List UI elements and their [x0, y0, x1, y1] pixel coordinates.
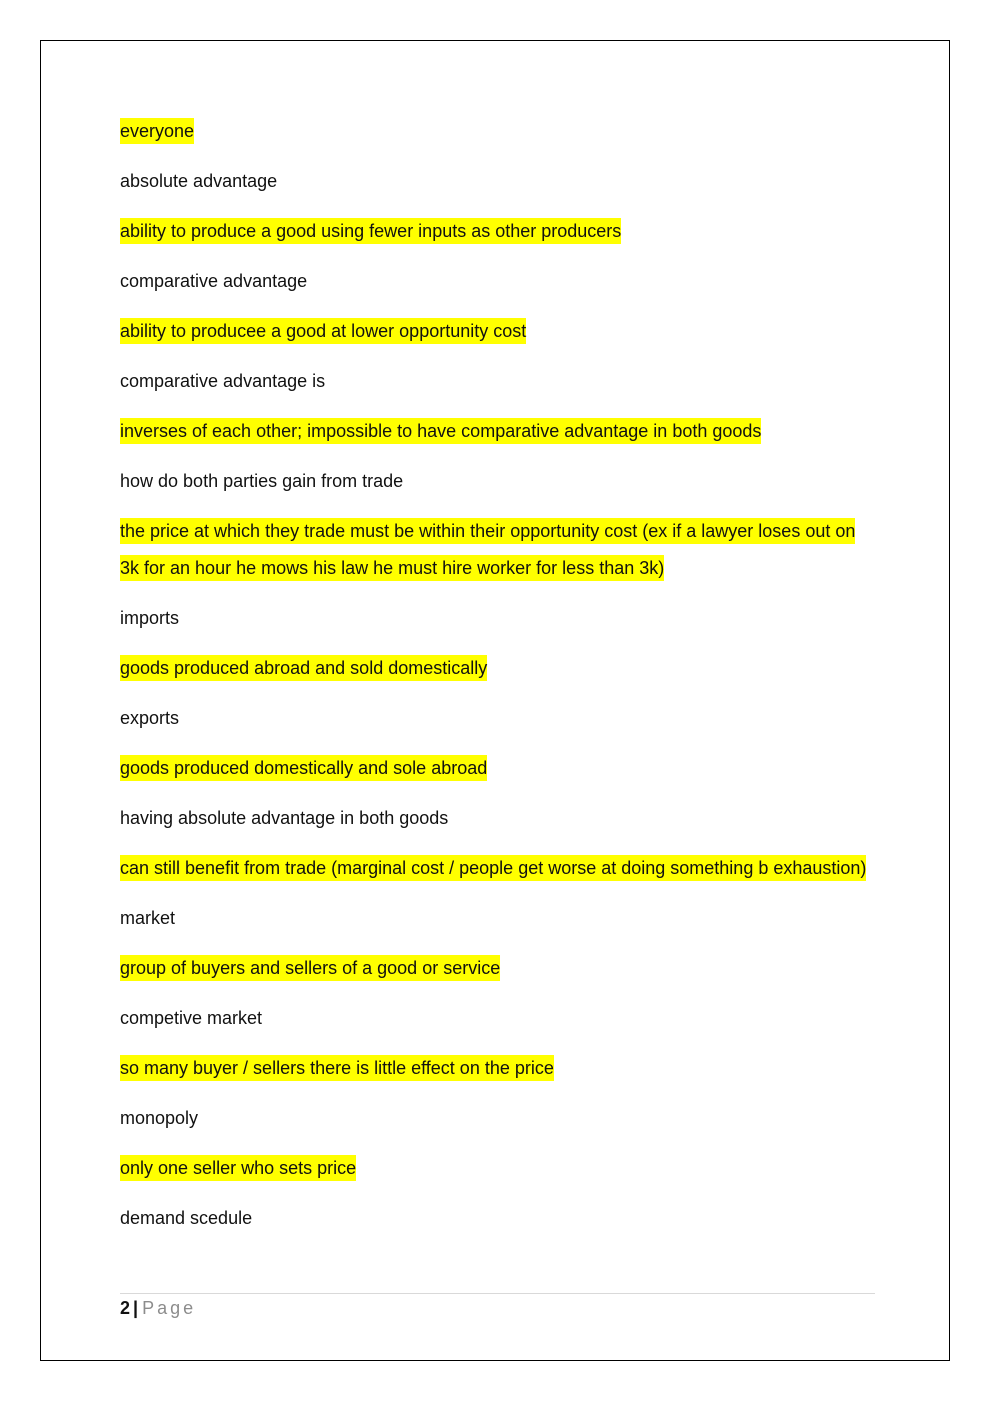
- page-footer: [120, 1296, 196, 1320]
- document-body: [120, 118, 875, 1255]
- highlighted-text: everyone: [120, 118, 194, 144]
- answer-line: [120, 950, 875, 987]
- answer-line: [120, 413, 875, 450]
- highlighted-text: group of buyers and sellers of a good or service: [120, 955, 500, 981]
- highlighted-text: can still benefit from trade (marginal cost / people get worse at doing something b exhaustion): [120, 855, 866, 881]
- term-line: market: [120, 908, 176, 928]
- highlighted-text: goods produced domestically and sole abroad: [120, 755, 487, 781]
- answer-line: [120, 1150, 875, 1187]
- answer-line: [120, 750, 875, 787]
- highlighted-text: only one seller who sets price: [120, 1155, 356, 1181]
- answer-line: [120, 1050, 875, 1087]
- answer-line: [120, 650, 875, 687]
- highlighted-text: ability to producee a good at lower opportunity cost: [120, 318, 526, 344]
- answer-line: [120, 213, 875, 250]
- term-line: absolute advantage: [120, 171, 278, 191]
- highlighted-text: inverses of each other; impossible to have comparative advantage in both goods: [120, 418, 761, 444]
- answer-line: [120, 850, 875, 887]
- term-line: imports: [120, 608, 180, 628]
- answer-line: [120, 513, 875, 587]
- answer-line: [120, 313, 875, 350]
- term-line: exports: [120, 708, 180, 728]
- term-line: monopoly: [120, 1108, 199, 1128]
- term-line: competive market: [120, 1008, 263, 1028]
- highlighted-text: so many buyer / sellers there is little effect on the price: [120, 1055, 554, 1081]
- page-label: Page: [142, 1298, 197, 1318]
- term-line: comparative advantage is: [120, 371, 326, 391]
- highlighted-text: goods produced abroad and sold domestically: [120, 655, 487, 681]
- highlighted-text: ability to produce a good using fewer inputs as other producers: [120, 218, 621, 244]
- term-line: demand scedule: [120, 1208, 253, 1228]
- page-number: 2: [120, 1298, 131, 1318]
- answer-line: [120, 113, 875, 150]
- highlighted-text: the price at which they trade must be within their opportunity cost (ex if a lawyer loses out on 3k for an hour he mows his law he must hire worker for less than 3k): [120, 518, 855, 581]
- footer-separator: |: [133, 1298, 139, 1318]
- term-line: having absolute advantage in both goods: [120, 808, 449, 828]
- term-line: how do both parties gain from trade: [120, 471, 404, 491]
- footer-divider: [120, 1293, 875, 1294]
- term-line: comparative advantage: [120, 271, 308, 291]
